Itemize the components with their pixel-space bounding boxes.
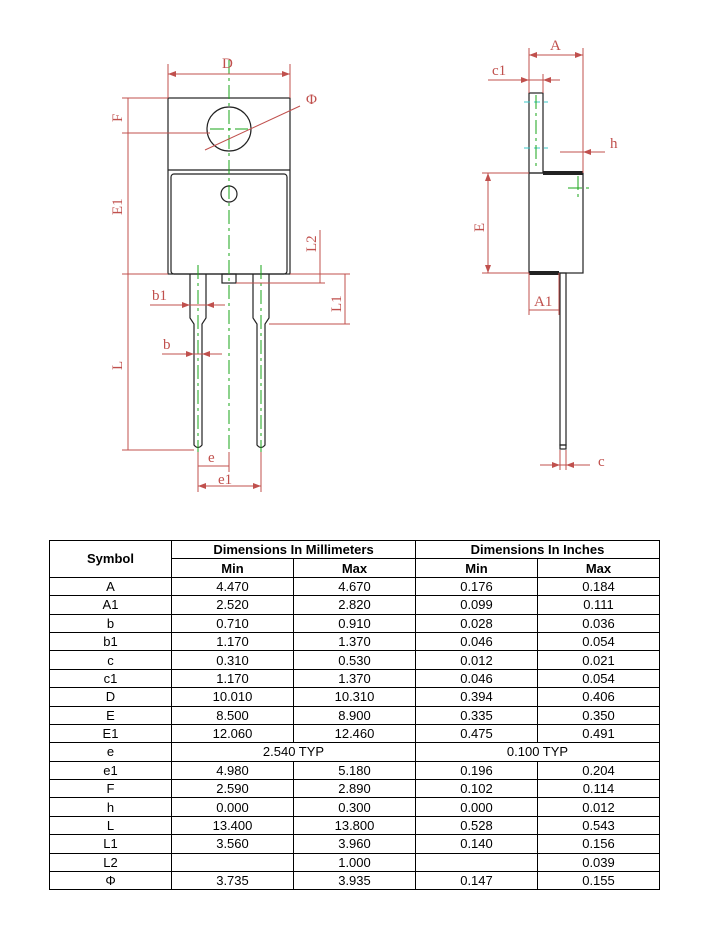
table-row	[50, 835, 660, 853]
label-D: D	[222, 56, 233, 72]
table-cell-symbol: A	[50, 577, 172, 595]
header-in-max: Max	[538, 559, 660, 577]
table-cell-in-min	[416, 853, 538, 871]
table-cell-in-min: 0.528	[416, 816, 538, 834]
table-cell-mm-min	[172, 853, 294, 871]
table-cell-symbol: E1	[50, 724, 172, 742]
table-cell-mm-min: 1.170	[172, 669, 294, 687]
table-cell-symbol: E	[50, 706, 172, 724]
table-cell-mm-min: 0.000	[172, 798, 294, 816]
table-cell-in-max: 0.012	[538, 798, 660, 816]
table-row	[50, 743, 660, 761]
table-cell-mm-min: 8.500	[172, 706, 294, 724]
table-row	[50, 614, 660, 632]
table-cell-mm-max: 1.000	[294, 853, 416, 871]
label-b1: b1	[152, 288, 167, 304]
table-cell-symbol: b1	[50, 632, 172, 650]
table-cell-in-min: 0.099	[416, 596, 538, 614]
table-cell-mm-max: 2.820	[294, 596, 416, 614]
table-cell-mm-min: 0.310	[172, 651, 294, 669]
table-cell-symbol: e1	[50, 761, 172, 779]
table-cell-in-max: 0.543	[538, 816, 660, 834]
table-cell-in-min: 0.147	[416, 872, 538, 890]
side-lead	[560, 273, 566, 445]
table-cell-mm-typ: 2.540 TYP	[172, 743, 416, 761]
table-cell-mm-max: 0.530	[294, 651, 416, 669]
table-cell-symbol: D	[50, 688, 172, 706]
table-cell-mm-max: 10.310	[294, 688, 416, 706]
table-row	[50, 706, 660, 724]
table-cell-in-max: 0.054	[538, 669, 660, 687]
label-A1: A1	[534, 294, 553, 310]
table-cell-in-min: 0.394	[416, 688, 538, 706]
table-cell-in-max: 0.350	[538, 706, 660, 724]
table-cell-mm-max: 0.910	[294, 614, 416, 632]
table-row	[50, 632, 660, 650]
table-cell-mm-max: 3.960	[294, 835, 416, 853]
table-cell-symbol: L	[50, 816, 172, 834]
table-cell-in-max: 0.406	[538, 688, 660, 706]
label-E1: E1	[110, 198, 126, 215]
table-cell-in-min: 0.475	[416, 724, 538, 742]
label-A: A	[550, 38, 561, 54]
table-cell-mm-min: 4.980	[172, 761, 294, 779]
table-cell-in-min: 0.140	[416, 835, 538, 853]
table-cell-in-min: 0.102	[416, 780, 538, 798]
table-cell-in-max: 0.114	[538, 780, 660, 798]
table-cell-in-min: 0.176	[416, 577, 538, 595]
table-cell-mm-min: 12.060	[172, 724, 294, 742]
side-view	[472, 38, 618, 470]
table-cell-in-max: 0.204	[538, 761, 660, 779]
table-cell-mm-max: 2.890	[294, 780, 416, 798]
table-row	[50, 872, 660, 890]
label-L2: L2	[304, 235, 320, 252]
table-cell-mm-max: 5.180	[294, 761, 416, 779]
header-mm-min: Min	[172, 559, 294, 577]
dimension-table-body	[50, 577, 660, 890]
table-cell-in-max: 0.156	[538, 835, 660, 853]
header-inches: Dimensions In Inches	[416, 541, 660, 559]
header-mm-max: Max	[294, 559, 416, 577]
table-cell-mm-max: 3.935	[294, 872, 416, 890]
table-cell-in-max: 0.184	[538, 577, 660, 595]
table-cell-mm-min: 3.560	[172, 835, 294, 853]
table-cell-mm-min: 1.170	[172, 632, 294, 650]
table-row	[50, 724, 660, 742]
table-cell-mm-max: 0.300	[294, 798, 416, 816]
table-cell-symbol: A1	[50, 596, 172, 614]
table-cell-mm-max: 1.370	[294, 669, 416, 687]
table-cell-in-max: 0.491	[538, 724, 660, 742]
table-cell-mm-min: 10.010	[172, 688, 294, 706]
table-cell-in-max: 0.021	[538, 651, 660, 669]
table-cell-in-max: 0.039	[538, 853, 660, 871]
table-row	[50, 816, 660, 834]
table-cell-symbol: F	[50, 780, 172, 798]
table-cell-mm-max: 1.370	[294, 632, 416, 650]
table-cell-in-max: 0.036	[538, 614, 660, 632]
table-cell-symbol: c1	[50, 669, 172, 687]
table-cell-mm-max: 4.670	[294, 577, 416, 595]
table-cell-in-max: 0.155	[538, 872, 660, 890]
table-row	[50, 853, 660, 871]
label-E: E	[472, 222, 488, 232]
table-row	[50, 688, 660, 706]
table-cell-mm-max: 12.460	[294, 724, 416, 742]
table-cell-symbol: c	[50, 651, 172, 669]
table-cell-symbol: L1	[50, 835, 172, 853]
header-symbol: Symbol	[50, 541, 172, 578]
table-row	[50, 596, 660, 614]
table-row	[50, 798, 660, 816]
table-cell-in-typ: 0.100 TYP	[416, 743, 660, 761]
table-cell-mm-max: 13.800	[294, 816, 416, 834]
label-c1: c1	[492, 63, 507, 79]
table-cell-mm-min: 4.470	[172, 577, 294, 595]
label-L1: L1	[329, 295, 345, 312]
table-cell-mm-min: 2.520	[172, 596, 294, 614]
label-e: e	[208, 450, 215, 466]
table-row	[50, 651, 660, 669]
label-L: L	[110, 360, 126, 370]
label-Phi: Φ	[306, 92, 317, 108]
dimension-table	[49, 540, 660, 890]
table-cell-symbol: e	[50, 743, 172, 761]
header-millimeters: Dimensions In Millimeters	[172, 541, 416, 559]
table-cell-in-min: 0.046	[416, 632, 538, 650]
table-row	[50, 669, 660, 687]
table-cell-symbol: b	[50, 614, 172, 632]
label-F: F	[110, 113, 126, 122]
label-c: c	[598, 454, 605, 470]
table-row	[50, 577, 660, 595]
table-row	[50, 761, 660, 779]
table-cell-mm-min: 3.735	[172, 872, 294, 890]
front-view	[110, 56, 350, 492]
table-cell-in-min: 0.046	[416, 669, 538, 687]
label-b: b	[163, 337, 171, 353]
header-in-min: Min	[416, 559, 538, 577]
table-cell-symbol: L2	[50, 853, 172, 871]
table-cell-mm-max: 8.900	[294, 706, 416, 724]
table-cell-in-max: 0.054	[538, 632, 660, 650]
table-cell-in-min: 0.335	[416, 706, 538, 724]
table-cell-in-max: 0.111	[538, 596, 660, 614]
label-e1: e1	[218, 472, 233, 488]
label-h: h	[610, 136, 618, 152]
table-row	[50, 780, 660, 798]
table-cell-mm-min: 2.590	[172, 780, 294, 798]
table-cell-mm-min: 0.710	[172, 614, 294, 632]
table-cell-in-min: 0.012	[416, 651, 538, 669]
table-cell-in-min: 0.000	[416, 798, 538, 816]
table-cell-in-min: 0.196	[416, 761, 538, 779]
table-cell-symbol: Φ	[50, 872, 172, 890]
table-cell-symbol: h	[50, 798, 172, 816]
table-cell-mm-min: 13.400	[172, 816, 294, 834]
table-cell-in-min: 0.028	[416, 614, 538, 632]
